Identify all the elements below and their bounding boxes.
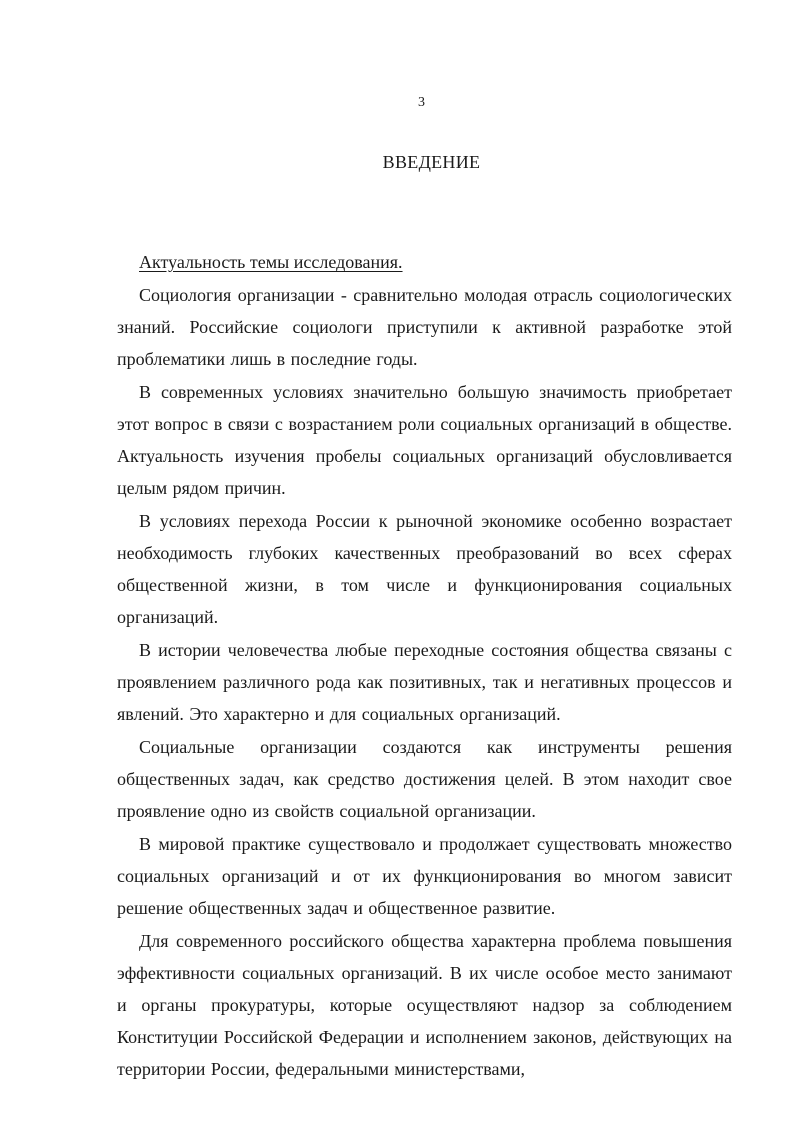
paragraph: В современных условиях значительно большую значимость приобретает этот вопрос в связи с возрастанием роли социальных организаций в обществе. Актуальность изучения пробелы социальных организаций обусловливается целым рядом причин. — [117, 382, 732, 498]
paragraph: Социология организации - сравнительно молодая отрасль социологических знаний. Российские социологи приступили к активной разработке этой проблематики лишь в последние годы. — [117, 285, 732, 369]
paragraph: Для современного российского общества характерна проблема повышения эффективности социальных организаций. В их числе особое место занимают и органы прокуратуры, которые осуществляют надзор за соблюдением Конституции Российской Федерации и исполнением законов, действующих на территории России, федеральными министерствами, — [117, 931, 732, 1079]
section-subheading: Актуальность темы исследования. — [139, 252, 403, 272]
paragraph: В мировой практике существовало и продолжает существовать множество социальных организаций и от их функционирования во многом зависит решение общественных задач и общественное развитие. — [117, 834, 732, 918]
body-text — [117, 246, 732, 1085]
paragraph: В истории человечества любые переходные состояния общества связаны с проявлением различного рода как позитивных, так и негативных процессов и явлений. Это характерно и для социальных организаций. — [117, 640, 732, 724]
page-title: ВВЕДЕНИЕ — [382, 152, 481, 172]
paragraph: Социальные организации создаются как инструменты решения общественных задач, как средство достижения целей. В этом находит свое проявление одно из свойств социальной организации. — [117, 737, 732, 821]
page-number: 3 — [418, 95, 425, 110]
paragraph: В условиях перехода России к рыночной экономике особенно возрастает необходимость глубоких качественных преобразований во всех сферах общественной жизни, в том числе и функционирования социальных организаций. — [117, 511, 732, 627]
